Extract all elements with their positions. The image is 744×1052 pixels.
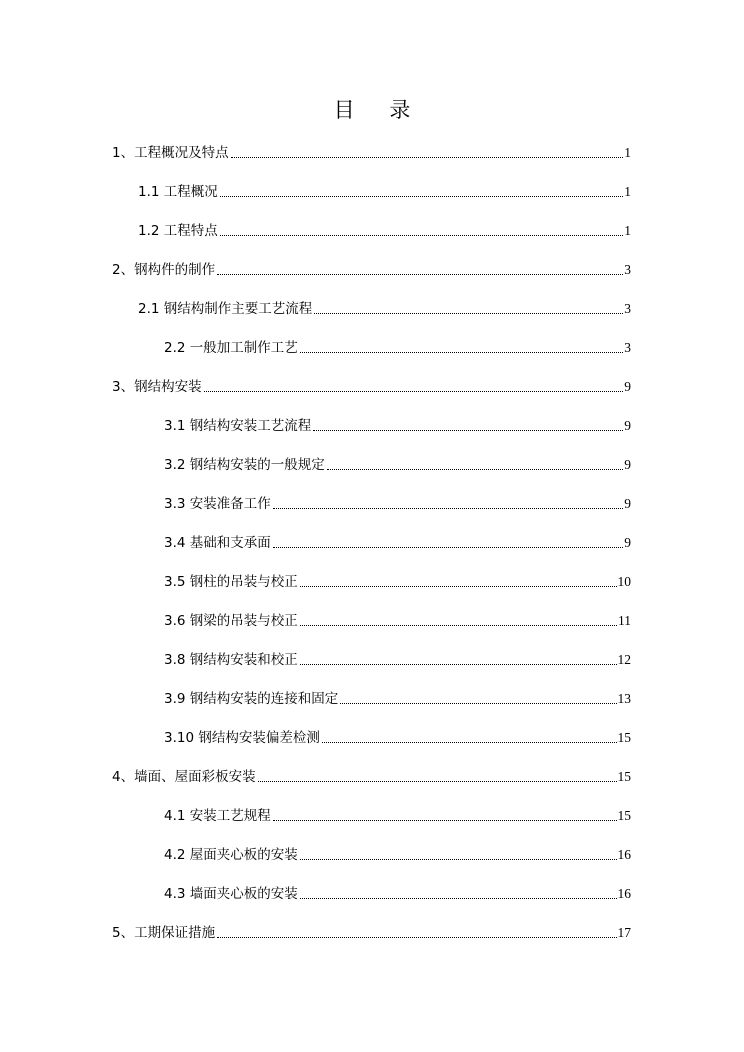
toc-entry[interactable] [112, 764, 631, 786]
toc-entry-label: 1.2 工程特点 [138, 223, 218, 239]
toc-entry-label: 3.2 钢结构安装的一般规定 [164, 457, 325, 473]
toc-entry-label: 3.5 钢柱的吊装与校正 [164, 574, 298, 590]
toc-entry[interactable] [164, 881, 631, 903]
toc-entry-label: 4.1 安装工艺规程 [164, 808, 271, 824]
toc-entry-page-number: 3 [624, 301, 631, 316]
toc-entry-page-number: 15 [617, 730, 631, 745]
toc-entry[interactable] [164, 413, 631, 435]
toc-leader-dots [231, 156, 624, 158]
toc-entry-page-number: 17 [617, 925, 631, 940]
toc-leader-dots [300, 858, 617, 860]
toc-leader-dots [273, 546, 623, 548]
toc-entry[interactable] [164, 842, 631, 864]
toc-entry[interactable] [164, 803, 631, 825]
toc-entry-label: 4、墙面、屋面彩板安装 [112, 769, 256, 785]
toc-leader-dots [204, 390, 624, 392]
toc-entry-page-number: 10 [617, 574, 631, 589]
toc-entry[interactable] [138, 179, 631, 201]
toc-leader-dots [340, 702, 616, 704]
toc-leader-dots [220, 234, 623, 236]
toc-entry-page-number: 13 [617, 691, 631, 706]
toc-entry[interactable] [138, 218, 631, 240]
toc-leader-dots [220, 195, 623, 197]
toc-entry-label: 1.1 工程概况 [138, 184, 218, 200]
toc-leader-dots [300, 663, 617, 665]
toc-entry-label: 3.1 钢结构安装工艺流程 [164, 418, 312, 434]
toc-entry[interactable] [112, 257, 631, 279]
toc-entry-label: 1、工程概况及特点 [112, 145, 229, 161]
toc-leader-dots [217, 936, 616, 938]
toc-entry[interactable] [164, 452, 631, 474]
toc-entry-label: 3.8 钢结构安装和校正 [164, 652, 298, 668]
toc-title: 目 录 [333, 98, 425, 122]
toc-entry-label: 3.4 基础和支承面 [164, 535, 271, 551]
toc-entry-page-number: 1 [624, 184, 631, 199]
toc-leader-dots [273, 819, 617, 821]
toc-leader-dots [300, 624, 617, 626]
toc-leader-dots [313, 429, 623, 431]
toc-entry[interactable] [164, 569, 631, 591]
toc-entry[interactable] [112, 374, 631, 396]
toc-entry-page-number: 15 [617, 808, 631, 823]
toc-entry[interactable] [164, 725, 631, 747]
toc-entry-label: 3.6 钢梁的吊装与校正 [164, 613, 298, 629]
toc-entry-page-number: 1 [624, 223, 631, 238]
toc-leader-dots [300, 585, 617, 587]
toc-leader-dots [314, 312, 623, 314]
toc-entry-label: 3.9 钢结构安装的连接和固定 [164, 691, 339, 707]
toc-entry[interactable] [164, 686, 631, 708]
toc-entry-page-number: 1 [624, 145, 631, 160]
toc-entry-page-number: 3 [624, 262, 631, 277]
toc-entry[interactable] [164, 491, 631, 513]
toc-entry-page-number: 12 [617, 652, 631, 667]
toc-entry-page-number: 16 [617, 847, 631, 862]
toc-entry[interactable] [164, 647, 631, 669]
toc-entry-label: 3、钢结构安装 [112, 379, 202, 395]
toc-entry-page-number: 9 [624, 535, 631, 550]
toc-entry-page-number: 9 [624, 496, 631, 511]
toc-entry[interactable] [164, 608, 631, 630]
toc-leader-dots [258, 780, 617, 782]
toc-entry[interactable] [164, 335, 631, 357]
toc-leader-dots [217, 273, 623, 275]
toc-entry-page-number: 9 [624, 418, 631, 433]
toc-entry-label: 4.2 屋面夹心板的安装 [164, 847, 298, 863]
toc-entry-page-number: 15 [617, 769, 631, 784]
toc-entry-page-number: 16 [617, 886, 631, 901]
toc-entry-page-number: 9 [624, 379, 631, 394]
toc-entry[interactable] [112, 920, 631, 942]
toc-entry-page-number: 11 [618, 613, 631, 628]
toc-leader-dots [300, 351, 623, 353]
toc-entry-page-number: 3 [624, 340, 631, 355]
toc-entry-label: 2.1 钢结构制作主要工艺流程 [138, 301, 313, 317]
toc-leader-dots [300, 897, 617, 899]
toc-leader-dots [322, 741, 617, 743]
toc-entry-label: 2、钢构件的制作 [112, 262, 216, 278]
toc-leader-dots [327, 468, 623, 470]
toc-entry[interactable] [112, 140, 631, 162]
toc-entry[interactable] [138, 296, 631, 318]
toc-entry-label: 3.3 安装准备工作 [164, 496, 271, 512]
toc-leader-dots [273, 507, 623, 509]
toc-entry-label: 5、工期保证措施 [112, 925, 216, 941]
toc-entry-label: 2.2 一般加工制作工艺 [164, 340, 298, 356]
toc-entry[interactable] [164, 530, 631, 552]
toc-entry-label: 4.3 墙面夹心板的安装 [164, 886, 298, 902]
toc-entry-page-number: 9 [624, 457, 631, 472]
toc-entry-label: 3.10 钢结构安装偏差检测 [164, 730, 320, 746]
